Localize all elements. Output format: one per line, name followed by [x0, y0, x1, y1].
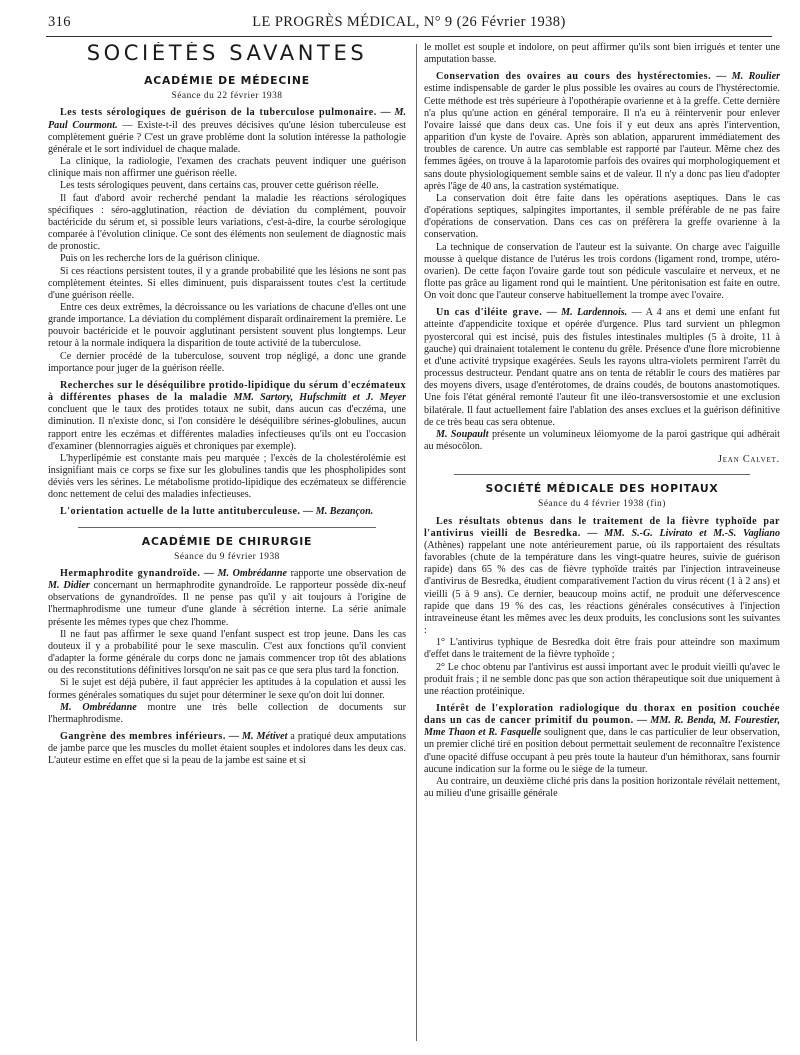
page-header — [48, 12, 770, 34]
paragraph: 1° L'antivirus typhique de Besredka doit être frais pour atteindre son maximum d'effet dans le traitement de la fièvre typhoïde ; — [424, 637, 780, 661]
right-column — [424, 42, 780, 1047]
article-title: Intérêt de l'exploration radiologique du thorax en position couchée dans un cas de cancer primitif du poumon. — [424, 702, 780, 727]
paragraph: Les tests sérologiques peuvent, dans certains cas, prouver cette guérison réelle. — [60, 180, 379, 192]
paragraph: Au contraire, un deuxième cliché pris dans la position horizontale révélait nettement, au milieu d'une grisaille générale — [424, 775, 780, 800]
paragraph: La technique de conservation de l'auteur est la suivante. On charge avec l'aiguille mousse à quelque distance de l'utérus les trois cordons (ligament rond, trompe, utéro-ovarien). De cette façon l'ovaire garde tout son pédicule vasculaire et nerveux, et ne flotte pas grâce au ligament rond qui le maintient. Une péritonisation est faite en outre. On voit donc que l'auteur conserve habituellement la trompe avec l'ovaire. — [424, 241, 780, 302]
paragraph: — A 4 ans et demi une enfant fut atteinte d'appendicite toxique et opérée d'urgence. Plus tard survient un phlegmon pyostercoral qui est incisé, puis des fistules intestinales multiples (5 à droite, 11 à gauche) qui drainaient totalement le contenu du grêle. Présence d'une flore microbienne et d'une activité trypsique exagérées. Seuls les rayons ultra-violets permirent l'arrêt du processus destructeur. Pendant quatre ans on tenta de rétablir le cours des matières par des moyens divers, usage d'entérotomes, de drains coudés, de boutons anastomotiques. Une fois l'état général remonté l'auteur fit une iléo-transversostomie et une exclusion bilatérale. Il faut actuellement faire l'ablation des anses exclues et la guérison définitive de ce très beau cas sera obtenue. — [424, 307, 780, 428]
paragraph: concernant un hermaphrodite gynandroïde. Le rapporteur possède dix-neuf observations de gynandroïdes. Il ne pense pas qu'il y ait toujours à l'origine de l'hermaphrodisme une tumeur d'une glande à sécrétion interne. La série animale présente les mêmes types que chez l'homme. — [48, 580, 406, 628]
article-author: M. Ombrédanne — [60, 701, 137, 713]
paragraph: Si ces réactions persistent toutes, il y a grande probabilité que les lésions ne sont pas complètement éteintes. Si elles diminuent, puis disparaissent toutes c'est la certitude d'une guérison réelle. — [48, 265, 406, 301]
academie-medecine-heading: ACADÉMIE DE MÉDECINE — [144, 74, 310, 88]
article-title: L'orientation actuelle de la lutte antituberculeuse. — [60, 506, 301, 518]
article-title: Conservation des ovaires au cours des hystérectomies. — [436, 71, 712, 83]
article-gangrene — [48, 731, 406, 767]
academie-chirurgie-heading: ACADÉMIE DE CHIRURGIE — [141, 534, 313, 548]
paragraph: Puis on les recherche lors de la guérison clinique. — [60, 253, 260, 265]
article-author: MM. Sartory, Hufschmitt et J. Meyer — [233, 392, 406, 404]
paragraph: concluent que le taux des protides totaux ne subit, dans aucun cas d'eczéma, une diminution. Il n'existe donc, si l'on considère le déséquilibre sérines-globulines, aucun rapport entre les eczémas et différentes maladies infectieuses qu'ils ont eu l'occasion d'examiner (blennorragies aiguës et chroniques par exemple). — [48, 404, 406, 452]
article-title: Un cas d'iléite grave. — [436, 307, 543, 319]
paragraph: L'hyperlipémie est constante mais peu marquée ; l'excès de la cholestérolémie est insignifiant mais ce corps se fixe sur les globulines tandis que les phospholipides sont déviés vers les sérines. Le métabolisme protido-lipidique des eczémateux se différencie donc nettement de celui des maladies infectieuses. — [48, 452, 406, 501]
article-author: — M. Paul Courmont. — [48, 107, 406, 131]
paragraph: 2° Le choc obtenu par l'antivirus est aussi important avec le produit vieilli qu'avec le produit frais ; il ne semble donc pas que son action thérapeutique soit due uniquement à une réaction protéinique. — [424, 661, 780, 697]
signature: Jean Calvet. — [718, 454, 780, 466]
paragraph: estime indispensable de garder le plus possible les ovaires au cours de l'hystérectomie. Cette méthode est très supérieure à l'opothérapie ovarienne et à la greffe. Cette dernière n'a plus qu'une action en général temporaire. Il n'a eu à réintervenir pour enlever l'ovaire laissé que dans deux cas. Une fois il y eut deux ans après l'intervention, apparition d'un kyste de l'ovaire. Après son ablation, apparurent immédiatement des troubles de carence. Un autre cas semblable est rapporté par l'auteur. Même chez des femmes âgées, on trouve à la laparotomie parfois des ovaires qui morphologiquement et sans doute physiologiquement semble sains et de valeur. Il n'y a donc pas lieu d'adopter après l'âge de 40 ans, la castration systématique. — [424, 83, 780, 192]
article-author: — M. Bezançon. — [303, 506, 374, 518]
article-antivirus-besredka — [424, 516, 780, 638]
article-ileite-grave — [424, 307, 780, 429]
societe-medicale-hopitaux-heading: SOCIÉTÉ MÉDICALE DES HOPITAUX — [485, 482, 719, 496]
section-separator — [78, 527, 376, 528]
section-separator — [454, 474, 750, 475]
paragraph: — Existe-t-il des preuves décisives qu'une lésion tuberculeuse est complètement guérie ? C'est un grave problème dont la solution intéresse la pathologie générale et le sort individuel de chaque malade. — [48, 119, 406, 155]
paragraph: a pratiqué deux amputations de jambe parce que les muscles du mollet étaient souples et indolores dans les deux cas. L'auteur estime en effet que si la peau de la jambe est saine et si — [48, 730, 406, 767]
article-title: Recherches sur le déséquilibre protido-lipidique du sérum d'eczémateux à différentes phases de la maladie — [48, 379, 406, 404]
article-author: — M. Ombrédanne — [203, 567, 288, 579]
paragraph: Il ne faut pas affirmer le sexe quand l'enfant suspect est trop jeune. Dans les cas douteux il y a probabilité pour le sexe masculin. C'est aux fonctions qu'il convient d'adapter la forme générale du corps donc ne jamais commencer trop tôt des ablations ou des reconstitutions définitives lorsqu'on ne sait pas ce que sera plus tard la fonction. — [48, 628, 406, 677]
article-author: — M. Lardennois. — [546, 307, 628, 319]
paragraph: présente un volumineux léiomyome de la paroi gastrique qui adhérait au mésocôlon. — [424, 428, 780, 452]
societe-medicale-hopitaux-seance: Séance du 4 février 1938 (fin) — [538, 499, 666, 510]
academie-chirurgie-seance: Séance du 9 février 1938 — [174, 551, 280, 562]
paragraph: soulignent que, dans le cas particulier de leur observation, un premier cliché tiré en position debout permettait seulement de reconnaître l'existence d'une opacité diffuse occupant à peu près toute la hauteur d'un hémithorax, sans fournir aucune indication sur la forme ou le siège de la tumeur. — [424, 727, 780, 775]
page-number: 316 — [48, 14, 71, 30]
article-author: M. Soupault — [436, 428, 489, 440]
article-radiologie-thorax — [424, 703, 780, 776]
article-title: Hermaphrodite gynandroïde. — [60, 567, 201, 579]
section-banner: SOCIÉTÉS SAVANTES — [86, 42, 368, 65]
paragraph: La conservation doit être faite dans les opérations aseptiques. Dans le cas d'opérations septiques, salpingites importantes, il semble préférable de ne pas faire d'opérations de conservation. Dans ces cas on préfèrera la greffe ovarienne à la conservation. — [424, 192, 780, 241]
signature-line — [424, 454, 780, 466]
article-desequilibre-protido-lipidique — [48, 380, 406, 453]
article-conservation-ovaires — [424, 71, 780, 193]
left-column — [48, 42, 406, 1047]
paragraph: montre une très belle collection de documents sur l'hermaphrodisme. — [48, 701, 406, 725]
article-hermaphrodite — [48, 568, 406, 629]
column-divider — [416, 44, 417, 1041]
article-author: — M. Métivet — [228, 730, 288, 742]
article-title: Les résultats obtenus dans le traitement de la fièvre typhoïde par l'antivirus vieilli de Besredka. — [424, 515, 780, 539]
article-author: — MM. S.-G. Livirato et M.-S. Vagliano — [587, 527, 780, 539]
journal-running-head: LE PROGRÈS MÉDICAL, N° 9 (26 Février 1938) — [252, 14, 566, 30]
paragraph: Entre ces deux extrêmes, la décroissance ou les variations de chacune d'elles ont une grande importance. La déviation du complément disparaît ordinairement la première. Le pouvoir bactéricide et le pouvoir agglutinant persistent souvent plus longtemps. Leur retour à la normale indiquera la disparition de toute activité de la tuberculose. — [48, 301, 406, 350]
paragraph — [424, 429, 780, 453]
article-author: — MM. R. Benda, M. Fourestier, Mme Thaon et R. Fasquelle — [424, 715, 780, 739]
article-author: — M. Roulier — [716, 71, 780, 83]
paragraph: le mollet est souple et indolore, on peut affirmer qu'ils sont bien irrigués et tenter une amputation basse. — [424, 42, 780, 66]
academie-medecine-seance: Séance du 22 février 1938 — [171, 91, 283, 102]
paragraph: Si le sujet est déjà pubère, il faut apprécier les aptitudes à la copulation et aussi les formes générales somatiques du sujet pour déterminer le sexe qu'on doit lui donner. — [48, 677, 406, 701]
article-title: Les tests sérologiques de guérison de la tuberculose pulmonaire. — [60, 107, 377, 119]
paragraph: La clinique, la radiologie, l'examen des crachats peuvent indiquer une guérison clinique mais non affirmer une guérison réelle. — [48, 156, 406, 180]
article-tests-serologiques — [48, 107, 406, 156]
paragraph — [48, 702, 406, 726]
header-rule — [46, 36, 772, 37]
paragraph: rapporte une observation de — [290, 567, 406, 579]
article-author: M. Didier — [48, 580, 90, 592]
article-lutte-antituberculeuse — [48, 506, 406, 518]
paragraph: (Athènes) rappelant une note antérieurement parue, où ils rapportaient des résultats favorables (chute de la température dans les vingt-quatre heures, suivie de guérison rapide) dans 65 % des cas de fièvre typhoïde traités par l'injection intraveineuse d'antivirus de Besredka, étudient comparativement l'action du virus récent (1 à 2 ans) et vieilli (5 à 9 ans). Ce dernier, beaucoup moins actif, ne produit une défervescence rapide que dans 19 % des cas, les réactions générales consécutives à l'injection intraveineuse étant les mêmes avec les deux produits, les conclusions sont les suivantes : — [424, 539, 780, 637]
paragraph: Ce dernier procédé de la tuberculose, souvent trop négligé, a donc une grande importance pour juger de la guérison réelle. — [48, 350, 406, 374]
paragraph: Il faut d'abord avoir recherché pendant la maladie les réactions sérologiques spécifiques : séro-agglutination, réaction de déviation du complément, pouvoir bactéricide du sérum et, si possible leurs variations, c'est-à-dire, la courbe sérologique comparée à l'évolution clinique. Ce sont des éléments non seulement de diagnostic mais de pronostic. — [48, 192, 406, 253]
article-title: Gangrène des membres inférieurs. — [60, 730, 226, 742]
